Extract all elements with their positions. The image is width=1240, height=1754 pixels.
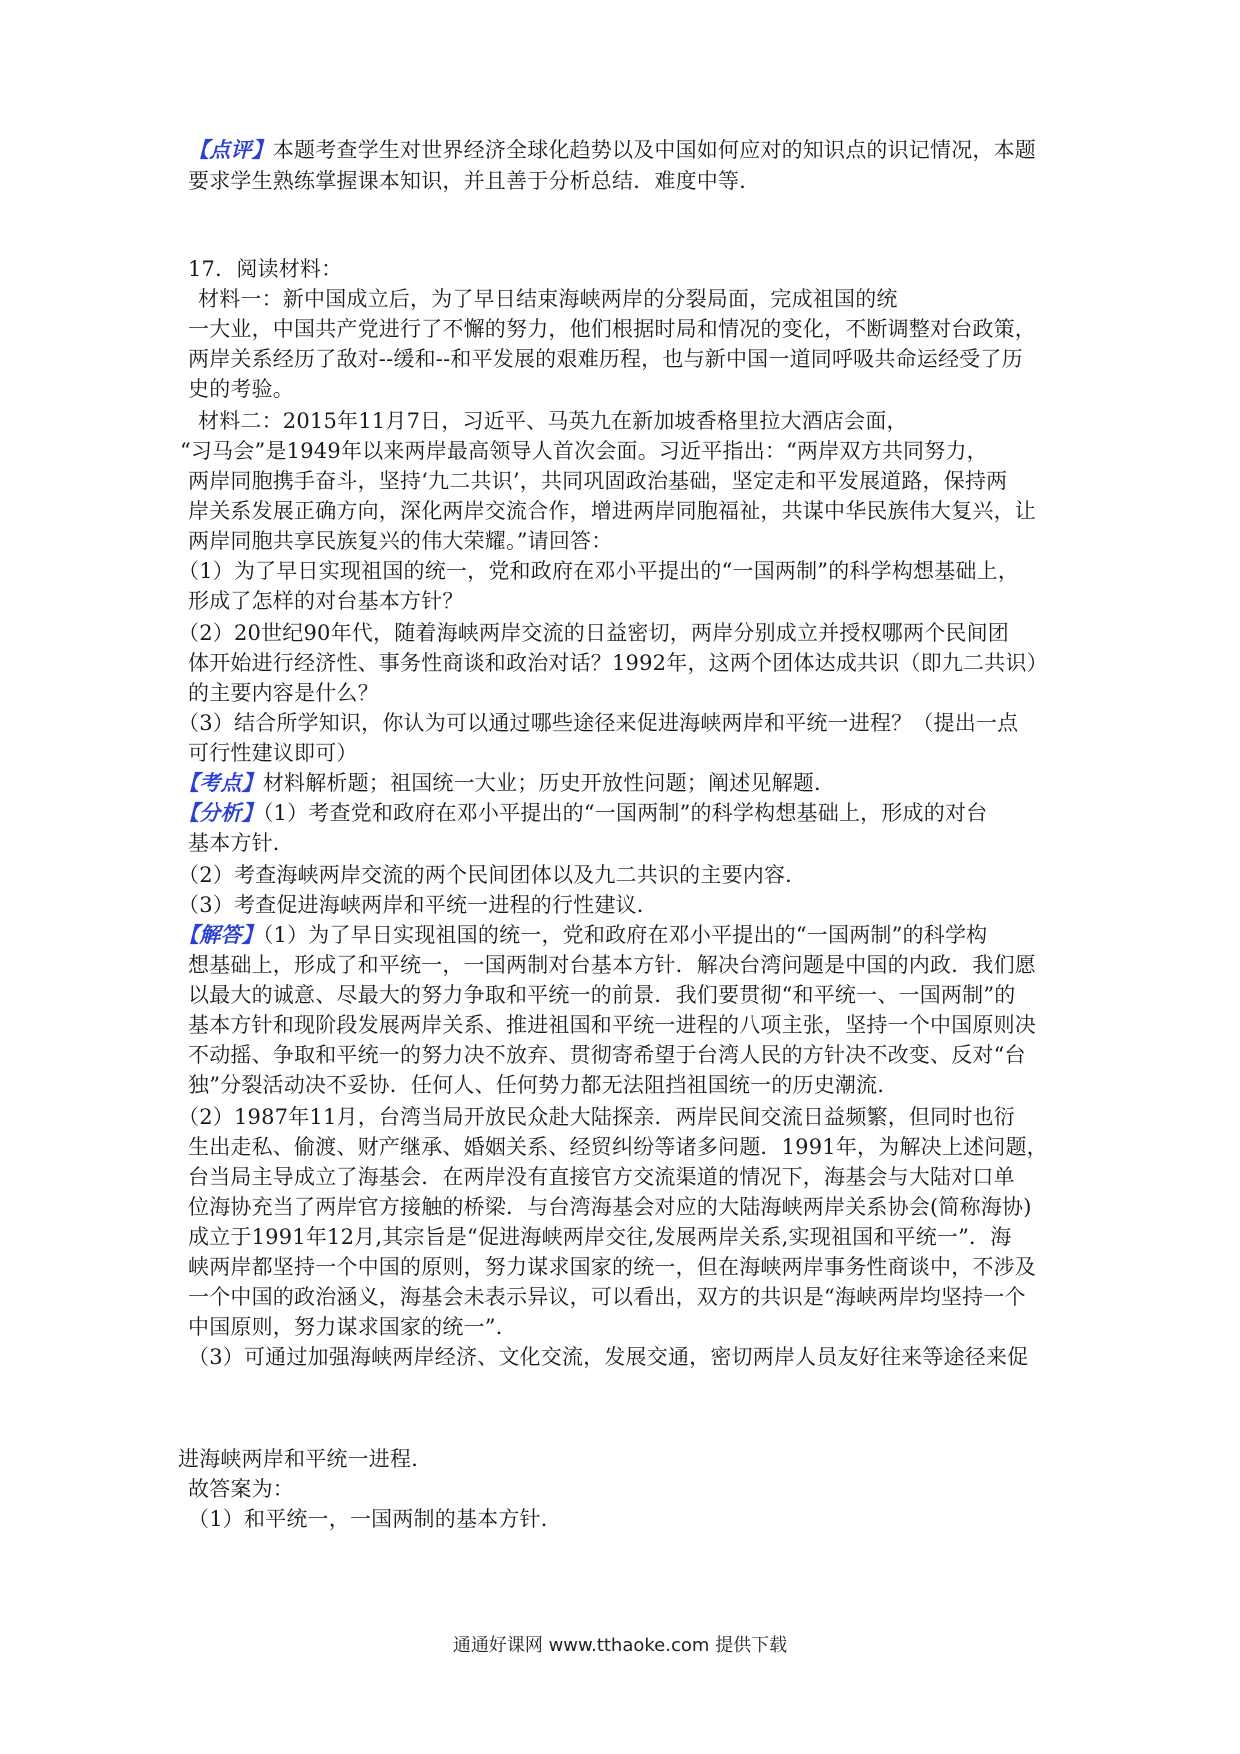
review-text: 本题考查学生对世界经济全球化趋势以及中国如何应对的知识点的识记情况，本题 [272, 138, 1037, 162]
jieda-line-11: 成立于1991年12月,其宗旨是“促进海峡两岸交往,发展两岸关系,实现祖国和平统一”．海 [188, 1225, 1012, 1249]
material1-line-4: 史的考验。 [188, 377, 294, 401]
jieda-line-15: （3）可通过加强海峡两岸经济、文化交流，发展交通，密切两岸人员友好往来等途径来促 [188, 1345, 1029, 1369]
jieda-line-2: 想基础上，形成了和平统一，一国两制对台基本方针．解决台湾问题是中国的内政．我们愿 [188, 953, 1036, 977]
q2-line-3: 的主要内容是什么？ [188, 681, 379, 705]
fenxi-line-2: 基本方针． [188, 831, 294, 855]
review-line-2: 要求学生熟练掌握课本知识，并且善于分析总结．难度中等． [188, 169, 761, 193]
jieda-line-9: 台当局主导成立了海基会．在两岸没有直接官方交流渠道的情况下，海基会与大陆对口单 [188, 1165, 1015, 1189]
material2-line-3: 两岸同胞携手奋斗，坚持‘九二共识’，共同巩固政治基础，坚定走和平发展道路，保持两 [188, 469, 1008, 493]
footer-download-note: 通通好课网 www.tthaoke.com 提供下载 [452, 1635, 788, 1656]
jieda-line-3: 以最大的诚意、尽最大的努力争取和平统一的前景．我们要贯彻“和平统一、一国两制”的 [188, 983, 1016, 1007]
q3-line-2: 可行性建议即可） [188, 741, 358, 765]
jieda-tag: 【解答】 [178, 922, 263, 947]
q1-line-1: （1）为了早日实现祖国的统一，党和政府在邓小平提出的“一国两制”的科学构想基础上， [178, 559, 1020, 583]
jieda-line-5: 不动摇、争取和平统一的努力决不放弃、贯彻寄希望于台湾人民的方针决不改变、反对“台 [188, 1043, 1026, 1067]
q2-line-2: 体开始进行经济性、事务性商谈和政治对话？1992年，这两个团体达成共识（即九二共识） [188, 651, 1048, 675]
fenxi-line-3: （2）考查海峡两岸交流的两个民间团体以及九二共识的主要内容． [178, 863, 807, 887]
jieda-line-16: 进海峡两岸和平统一进程． [178, 1447, 433, 1471]
material2-line-4: 岸关系发展正确方向，深化两岸交流合作，增进两岸同胞福祉，共谋中华民族伟大复兴，让 [188, 499, 1036, 523]
fenxi-line-4: （3）考查促进海峡两岸和平统一进程的行性建议． [178, 893, 658, 917]
jieda-line-10: 位海协充当了两岸官方接触的桥梁．与台湾海基会对应的大陆海峡两岸关系协会(简称海协) [188, 1195, 1032, 1219]
jieda-line-12: 峡两岸都坚持一个中国的原则，努力谋求国家的统一，但在海峡两岸事务性商谈中，不涉及 [188, 1255, 1036, 1279]
material1-line-1: 材料一：新中国成立后，为了早日结束海峡两岸的分裂局面，完成祖国的统 [198, 287, 898, 311]
review-line-1 [188, 135, 1036, 165]
q2-line-1: （2）20世纪90年代，随着海峡两岸交流的日益密切，两岸分别成立并授权哪两个民间团 [178, 621, 1010, 645]
question-title: 17．阅读材料： [188, 257, 343, 281]
kaodian-tag: 【考点】 [178, 770, 263, 795]
review-tag: 【点评】 [188, 137, 273, 162]
kaodian-text: 材料解析题；祖国统一大业；历史开放性问题；阐述见解题． [262, 771, 836, 795]
fenxi-tag: 【分析】 [178, 800, 263, 825]
q1-line-2: 形成了怎样的对台基本方针？ [188, 589, 464, 613]
jieda-line-14: 中国原则，努力谋求国家的统一”． [188, 1315, 517, 1339]
jieda-line-6: 独”分裂活动决不妥协．任何人、任何势力都无法阻挡祖国统一的历史潮流． [188, 1073, 899, 1097]
fenxi-text: （1）考查党和政府在邓小平提出的“一国两制”的科学构想基础上，形成的对台 [262, 801, 988, 825]
fenxi-line-1 [178, 798, 987, 828]
jieda-line-17: 故答案为： [188, 1477, 294, 1501]
jieda-line-7: （2）1987年11月，台湾当局开放民众赴大陆探亲．两岸民间交流日益频繁，但同时也衍 [178, 1105, 1015, 1129]
material1-line-2: 一大业，中国共产党进行了不懈的努力，他们根据时局和情况的变化，不断调整对台政策， [188, 317, 1036, 341]
material2-line-5: 两岸同胞共享民族复兴的伟大荣耀。”请回答： [188, 529, 613, 553]
jieda-line-13: 一个中国的政治涵义，海基会未表示异议，可以看出，双方的共识是“海峡两岸均坚持一个 [188, 1285, 1026, 1309]
material1-line-3: 两岸关系经历了敌对--缓和--和平发展的艰难历程，也与新中国一道同呼吸共命运经受了历 [188, 347, 1023, 371]
jieda-line-1 [178, 920, 987, 950]
jieda-text: （1）为了早日实现祖国的统一，党和政府在邓小平提出的“一国两制”的科学构 [262, 923, 988, 947]
kaodian-line [178, 768, 835, 798]
jieda-line-4: 基本方针和现阶段发展两岸关系、推进祖国和平统一进程的八项主张，坚持一个中国原则决 [188, 1013, 1036, 1037]
q3-line-1: （3）结合所学知识，你认为可以通过哪些途径来促进海峡两岸和平统一进程？（提出一点 [178, 711, 1019, 735]
jieda-line-8: 生出走私、偷渡、财产继承、婚姻关系、经贸纠纷等诸多问题．1991年，为解决上述问题， [188, 1135, 1048, 1159]
jieda-line-18: （1）和平统一，一国两制的基本方针． [188, 1507, 562, 1531]
material2-line-1: 材料二：2015年11月7日，习近平、马英九在新加坡香格里拉大酒店会面， [198, 409, 908, 433]
material2-line-2: “习马会”是1949年以来两岸最高领导人首次会面。习近平指出：“两岸双方共同努力， [180, 439, 988, 463]
